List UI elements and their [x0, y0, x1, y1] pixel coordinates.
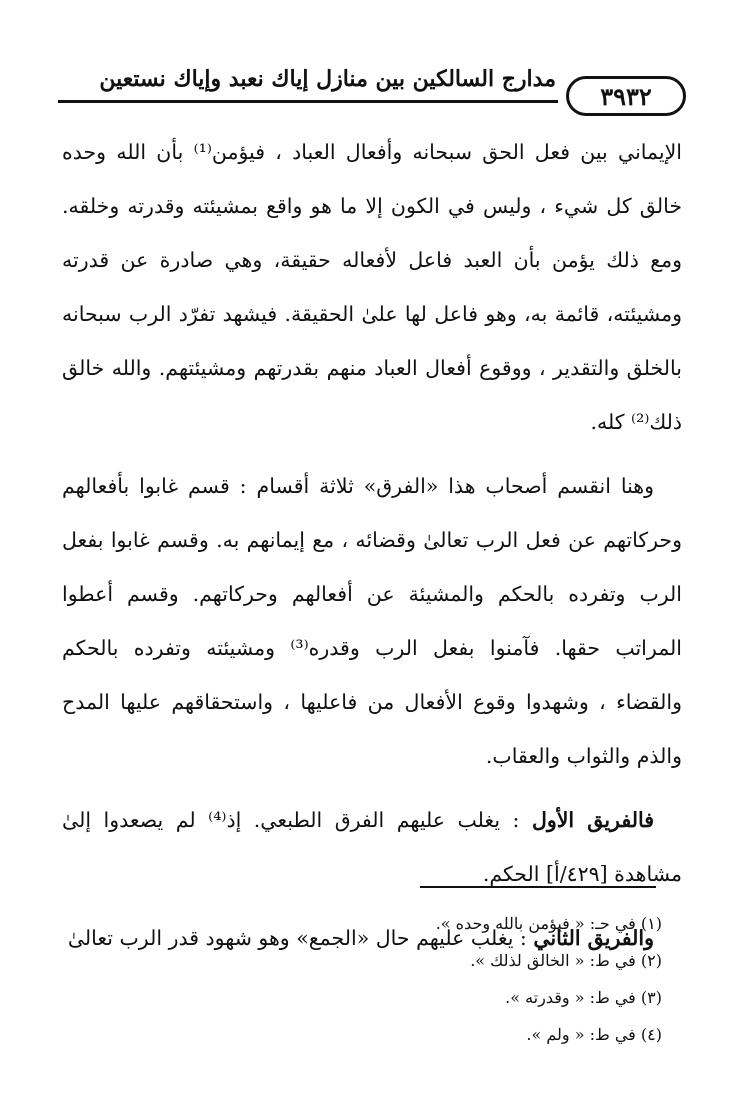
footnote-3: (٣) في ط: « وقدرته ». — [505, 988, 662, 1007]
page-header — [58, 60, 686, 110]
footnote-1: (١) في حـ: « فيؤمن بالله وحده ». — [435, 914, 662, 933]
paragraph-4-lead: والفريق الثاني — [533, 926, 654, 950]
paragraph-1: الإيماني بين فعل الحق سبحانه وأفعال العباد ، فيؤمن⁽¹⁾ بأن الله وحده خالق كل شيء ، وليس في الكون إلا ما هو واقع بمشيئته وقدرته وخلقه. ومع ذلك يؤمن بأن العبد فاعل لأفعاله حقيقة، وهي صادرة عن قدرته ومشيئته، قائمة به، وهو فاعل لها علىٰ الحقيقة. فيشهد تفرّد الرب سبحانه بالخلق والتقدير ، ووقوع أفعال العباد منهم بقدرتهم ومشيئتهم. والله خالق ذلك⁽²⁾ كله. — [62, 140, 683, 434]
footnote-2: (٢) في ط: « الخالق لذلك ». — [470, 951, 662, 970]
paragraph-3 — [62, 793, 682, 901]
footnote-4: (٤) في ط: « ولم ». — [526, 1025, 662, 1044]
main-text — [62, 125, 682, 965]
page-number: ٣٩٣٢ — [566, 76, 686, 116]
paragraph-2: وهنا انقسم أصحاب هذا «الفرق» ثلاثة أقسام : قسم غابوا بأفعالهم وحركاتهم عن فعل الرب تعالىٰ وقضائه ، مع إيمانهم به. وقسم غابوا بفعل الرب وتفرده بالحكم والمشيئة عن أفعالهم وحركاتهم. وقسم أعطوا المراتب حقها. فآمنوا بفعل الرب وقدره⁽³⁾ ومشيئته وتفرده بالحكم والقضاء ، وشهدوا وقوع الأفعال من فاعليها ، واستحقاقهم عليها المدح والذم والثواب والعقاب. — [62, 474, 682, 768]
footnote-separator — [420, 886, 656, 888]
paragraph-4-text: : يغلب عليهم حال «الجمع» وهو شهود قدر الرب تعالىٰ — [67, 926, 534, 950]
footnotes — [300, 905, 662, 1053]
paragraph-3-text: : يغلب عليهم الفرق الطبعي. إذ⁽⁴⁾ لم يصعدوا إلىٰ مشاهدة [٤٢٩/أ] الحكم. — [62, 808, 682, 886]
header-rule — [58, 100, 558, 103]
running-title: مدارج السالكين بين منازل إياك نعبد وإياك نستعين — [99, 66, 556, 92]
paragraph-3-lead: فالفريق الأول — [531, 808, 655, 832]
